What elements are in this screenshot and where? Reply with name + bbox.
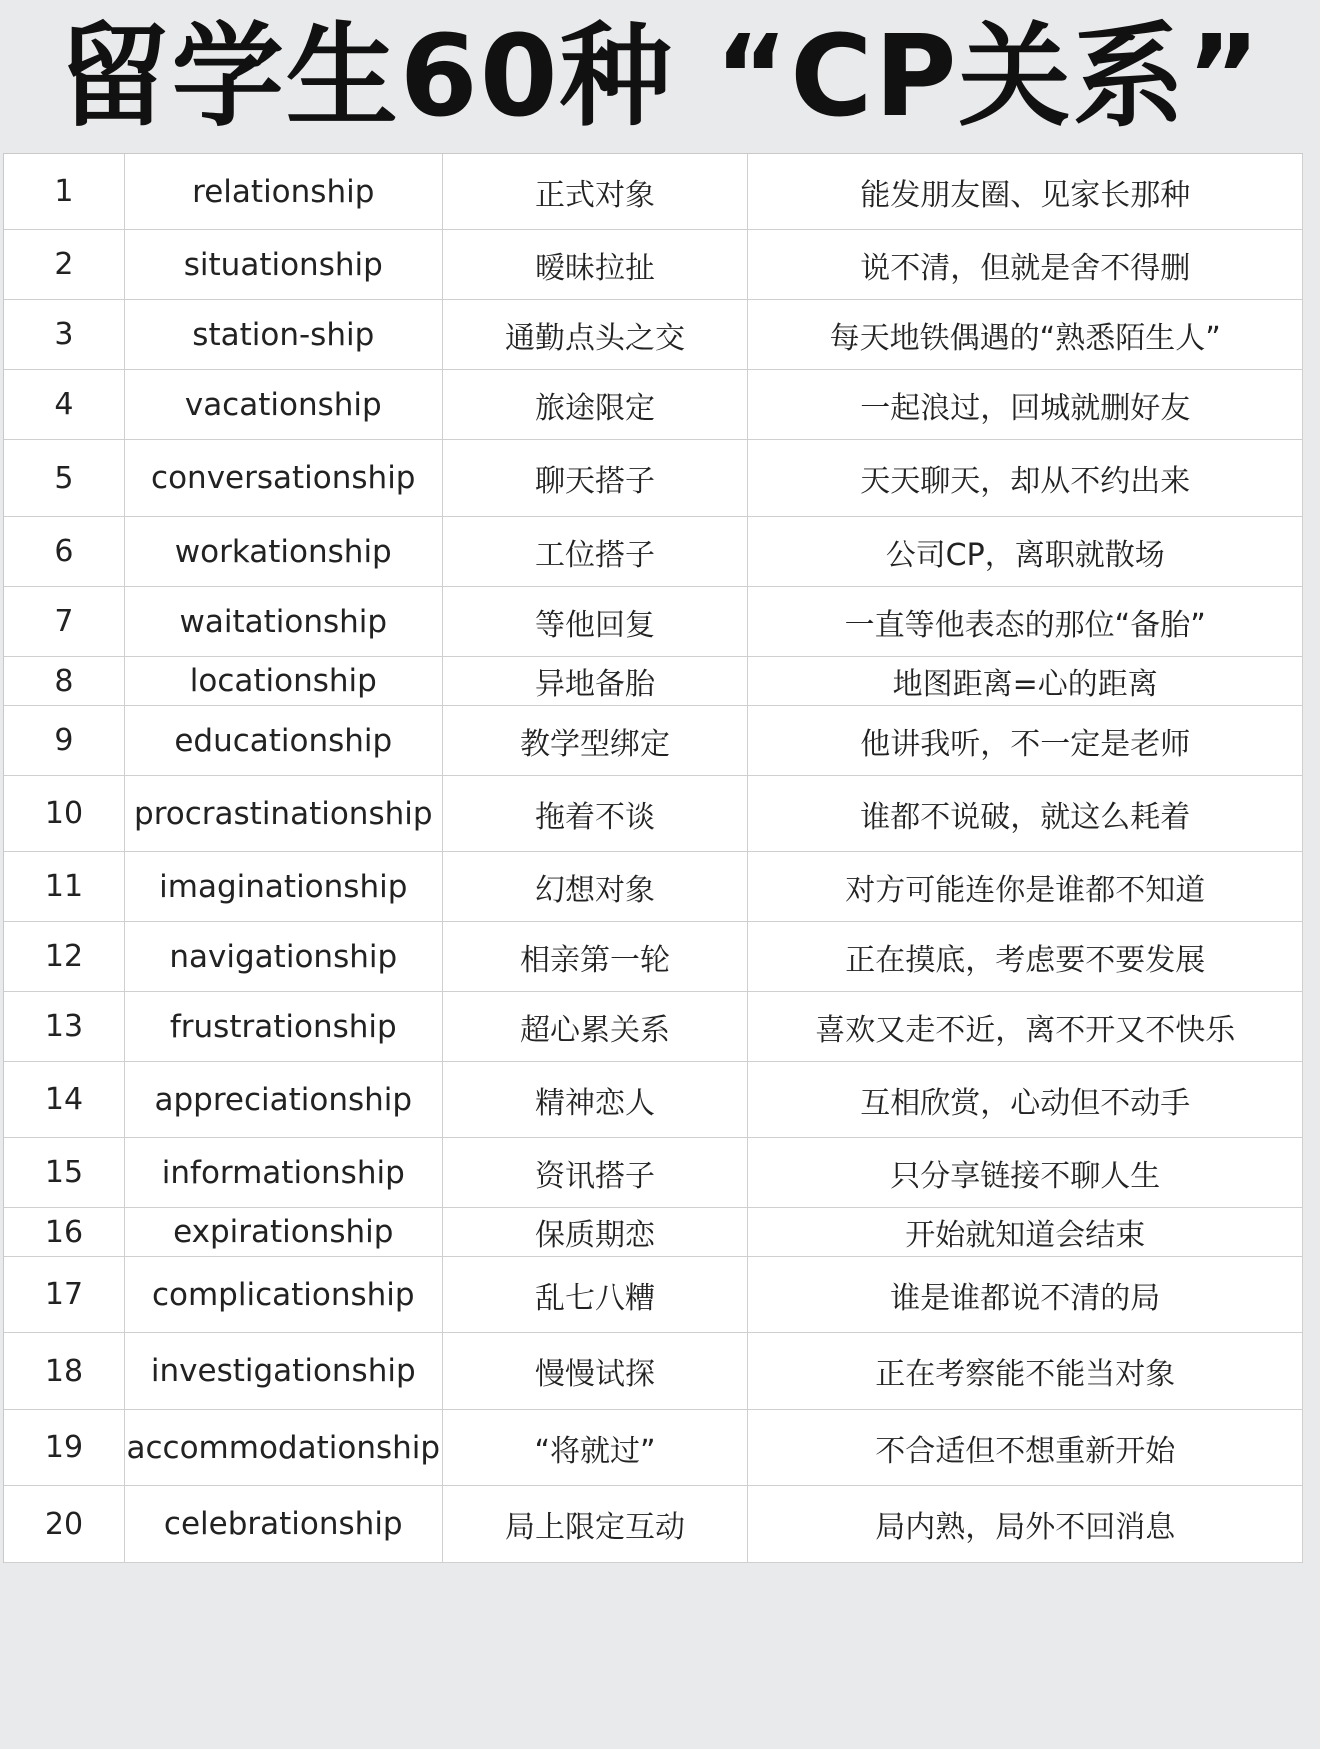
english-term: imaginationship — [125, 852, 443, 921]
description: 谁是谁都说不清的局 — [748, 1257, 1303, 1332]
chinese-term: 正式对象 — [443, 154, 749, 229]
table-row — [4, 300, 1303, 370]
chinese-term: “将就过” — [443, 1410, 749, 1485]
relationship-table — [3, 153, 1303, 1563]
english-term: procrastinationship — [125, 776, 443, 851]
table-row — [4, 1138, 1303, 1208]
table-row — [4, 776, 1303, 852]
english-term: station-ship — [125, 300, 443, 369]
english-term: educationship — [125, 706, 443, 775]
row-number: 1 — [4, 154, 125, 229]
description: 谁都不说破，就这么耗着 — [748, 776, 1303, 851]
description: 开始就知道会结束 — [748, 1208, 1303, 1256]
chinese-term: 资讯搭子 — [443, 1138, 749, 1207]
chinese-term: 超心累关系 — [443, 992, 749, 1061]
row-number: 19 — [4, 1410, 125, 1485]
chinese-term: 局上限定互动 — [443, 1486, 749, 1562]
table-row — [4, 1333, 1303, 1410]
description: 只分享链接不聊人生 — [748, 1138, 1303, 1207]
row-number: 15 — [4, 1138, 125, 1207]
description: 他讲我听，不一定是老师 — [748, 706, 1303, 775]
description: 局内熟，局外不回消息 — [748, 1486, 1303, 1562]
row-number: 6 — [4, 517, 125, 586]
english-term: accommodationship — [125, 1410, 443, 1485]
description: 天天聊天，却从不约出来 — [748, 440, 1303, 516]
table-row — [4, 517, 1303, 587]
english-term: investigationship — [125, 1333, 443, 1409]
chinese-term: 聊天搭子 — [443, 440, 749, 516]
chinese-term: 乱七八糟 — [443, 1257, 749, 1332]
table-row — [4, 440, 1303, 517]
table-row — [4, 1257, 1303, 1333]
table-row — [4, 657, 1303, 706]
chinese-term: 旅途限定 — [443, 370, 749, 439]
table-row — [4, 706, 1303, 776]
chinese-term: 工位搭子 — [443, 517, 749, 586]
table-row — [4, 992, 1303, 1062]
row-number: 13 — [4, 992, 125, 1061]
description: 互相欣赏，心动但不动手 — [748, 1062, 1303, 1137]
table-row — [4, 1486, 1303, 1563]
row-number: 16 — [4, 1208, 125, 1256]
description: 一起浪过，回城就删好友 — [748, 370, 1303, 439]
row-number: 20 — [4, 1486, 125, 1562]
english-term: celebrationship — [125, 1486, 443, 1562]
row-number: 11 — [4, 852, 125, 921]
description: 一直等他表态的那位“备胎” — [748, 587, 1303, 656]
table-row — [4, 852, 1303, 922]
description: 地图距离=心的距离 — [748, 657, 1303, 705]
description: 每天地铁偶遇的“熟悉陌生人” — [748, 300, 1303, 369]
table-row — [4, 370, 1303, 440]
description: 喜欢又走不近，离不开又不快乐 — [748, 992, 1303, 1061]
description: 不合适但不想重新开始 — [748, 1410, 1303, 1485]
row-number: 12 — [4, 922, 125, 991]
description: 正在摸底，考虑要不要发展 — [748, 922, 1303, 991]
english-term: expirationship — [125, 1208, 443, 1256]
description: 公司CP，离职就散场 — [748, 517, 1303, 586]
english-term: navigationship — [125, 922, 443, 991]
table-row — [4, 230, 1303, 300]
english-term: workationship — [125, 517, 443, 586]
chinese-term: 教学型绑定 — [443, 706, 749, 775]
english-term: waitationship — [125, 587, 443, 656]
row-number: 18 — [4, 1333, 125, 1409]
chinese-term: 异地备胎 — [443, 657, 749, 705]
chinese-term: 精神恋人 — [443, 1062, 749, 1137]
chinese-term: 保质期恋 — [443, 1208, 749, 1256]
description: 正在考察能不能当对象 — [748, 1333, 1303, 1409]
chinese-term: 通勤点头之交 — [443, 300, 749, 369]
description: 能发朋友圈、见家长那种 — [748, 154, 1303, 229]
chinese-term: 等他回复 — [443, 587, 749, 656]
english-term: complicationship — [125, 1257, 443, 1332]
row-number: 14 — [4, 1062, 125, 1137]
row-number: 3 — [4, 300, 125, 369]
english-term: locationship — [125, 657, 443, 705]
english-term: situationship — [125, 230, 443, 299]
english-term: appreciationship — [125, 1062, 443, 1137]
description: 说不清，但就是舍不得删 — [748, 230, 1303, 299]
page-title: 留学生60种 “CP关系” — [57, 11, 1263, 142]
english-term: frustrationship — [125, 992, 443, 1061]
chinese-term: 慢慢试探 — [443, 1333, 749, 1409]
row-number: 5 — [4, 440, 125, 516]
row-number: 9 — [4, 706, 125, 775]
row-number: 4 — [4, 370, 125, 439]
table-row — [4, 587, 1303, 657]
row-number: 8 — [4, 657, 125, 705]
chinese-term: 幻想对象 — [443, 852, 749, 921]
row-number: 7 — [4, 587, 125, 656]
table-row — [4, 1062, 1303, 1138]
table-row — [4, 1410, 1303, 1486]
chinese-term: 暧昧拉扯 — [443, 230, 749, 299]
row-number: 10 — [4, 776, 125, 851]
english-term: conversationship — [125, 440, 443, 516]
table-row — [4, 1208, 1303, 1257]
chinese-term: 相亲第一轮 — [443, 922, 749, 991]
english-term: relationship — [125, 154, 443, 229]
chinese-term: 拖着不谈 — [443, 776, 749, 851]
english-term: informationship — [125, 1138, 443, 1207]
row-number: 17 — [4, 1257, 125, 1332]
description: 对方可能连你是谁都不知道 — [748, 852, 1303, 921]
english-term: vacationship — [125, 370, 443, 439]
table-row — [4, 922, 1303, 992]
table-row — [4, 154, 1303, 230]
row-number: 2 — [4, 230, 125, 299]
